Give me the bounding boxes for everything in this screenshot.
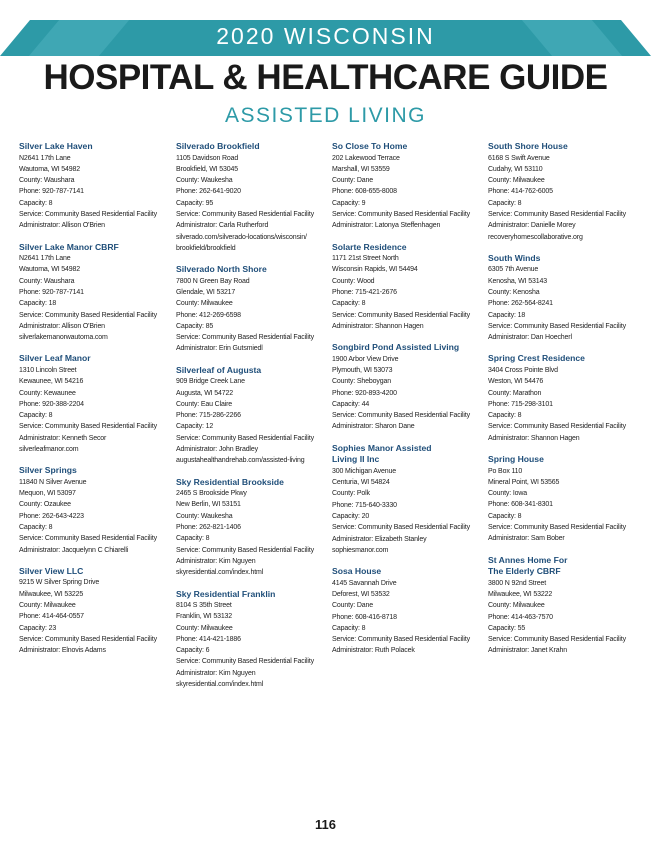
facility-detail: Phone: 920-787-7141 (19, 288, 84, 296)
facility-entry (176, 264, 324, 355)
facility-detail: Milwaukee, WI 53222 (488, 590, 553, 598)
facility-detail: Capacity: 44 (332, 400, 370, 408)
facility-detail: Wautoma, WI 54982 (19, 165, 80, 173)
facility-detail: County: Waukesha (176, 177, 233, 185)
facility-detail: Augusta, WI 54722 (176, 389, 233, 397)
facility-detail: Service: Community Based Residential Facility (332, 636, 470, 644)
facility-detail: Cudahy, WI 53110 (488, 165, 543, 173)
facility-detail: County: Iowa (488, 490, 528, 498)
facility-detail: Phone: 262-643-4223 (19, 512, 84, 520)
facility-detail: Brookfield, WI 53045 (176, 165, 238, 173)
facility-detail: County: Wood (332, 277, 375, 285)
facility-entry (332, 566, 480, 657)
facility-detail: County: Ozaukee (19, 501, 71, 509)
facility-detail: County: Kenosha (488, 288, 540, 296)
facility-detail: Administrator: Jacquelynn C Chiarelli (19, 546, 129, 554)
facility-entry (488, 141, 636, 243)
facility-detail: Administrator: Kim Nguyen (176, 669, 256, 677)
facility-name: Silverleaf of Augusta (176, 364, 262, 375)
facility-name: Living II Inc (332, 454, 380, 465)
facility-detail: Phone: 920-893-4200 (332, 389, 397, 397)
facility-website: skyresidential.com/index.html (176, 569, 264, 577)
facility-detail: 4145 Savannah Drive (332, 579, 397, 587)
facility-detail: County: Dane (332, 177, 374, 185)
facility-detail: Service: Community Based Residential Facility (19, 535, 157, 543)
facility-detail: Service: Community Based Residential Facility (332, 412, 470, 420)
facility-website: augustahealthandrehab.com/assisted-living (176, 457, 305, 465)
page-title: HOSPITAL & HEALTHCARE GUIDE (43, 58, 608, 97)
facility-detail: Service: Community Based Residential Facility (19, 311, 157, 319)
facility-detail: Phone: 608-655-8008 (332, 188, 397, 196)
facility-detail: 6305 7th Avenue (488, 266, 539, 274)
facility-name: Sky Residential Franklin (176, 588, 276, 599)
banner-text: 2020 WISCONSIN (216, 23, 435, 49)
facility-detail: Administrator: John Bradley (176, 446, 258, 454)
facility-detail: 9215 W Silver Spring Drive (19, 579, 100, 587)
facility-name: South Winds (488, 252, 541, 263)
facility-detail: Capacity: 12 (176, 423, 214, 431)
facility-detail: Kewaunee, WI 54216 (19, 378, 84, 386)
facility-entry (19, 242, 167, 344)
facility-detail: Service: Community Based Residential Facility (488, 210, 626, 218)
facility-entry (488, 253, 636, 344)
listing-column-3 (332, 141, 480, 667)
facility-detail: Phone: 414-463-7570 (488, 613, 553, 621)
facility-name: Spring Crest Residence (488, 353, 585, 364)
facility-detail: Service: Community Based Residential Facility (332, 210, 470, 218)
facility-detail: Plymouth, WI 53073 (332, 366, 393, 374)
facility-name: Silver Lake Manor CBRF (19, 241, 119, 252)
facility-detail: Service: Community Based Residential Facility (176, 658, 314, 666)
facility-entry (332, 342, 480, 433)
facility-detail: Administrator: Ruth Polacek (332, 647, 415, 655)
facility-name: Silver Lake Haven (19, 141, 93, 151)
facility-detail: Administrator: Erin Gutsmiedl (176, 345, 263, 353)
listing-column-4 (488, 141, 636, 667)
facility-detail: Mequon, WI 53097 (19, 490, 76, 498)
listing-column-1 (19, 141, 167, 666)
facility-detail: brookfield/brookfield (176, 244, 236, 252)
facility-detail: Administrator: Sharon Dane (332, 423, 415, 431)
facility-detail: 11840 N Silver Avenue (19, 478, 87, 486)
facility-detail: Capacity: 8 (488, 512, 522, 520)
facility-detail: County: Milwaukee (19, 602, 76, 609)
facility-detail: Service: Community Based Residential Facility (488, 423, 626, 431)
facility-detail: County: Milwaukee (488, 177, 545, 185)
facility-detail: Marshall, WI 53559 (332, 165, 390, 173)
facility-detail: Phone: 414-762-6005 (488, 188, 553, 196)
facility-entry (19, 465, 167, 556)
facility-detail: Capacity: 85 (176, 322, 214, 330)
facility-detail: Po Box 110 (488, 467, 523, 475)
facility-detail: Phone: 262-564-8241 (488, 300, 553, 308)
facility-detail: Phone: 920-787-7141 (19, 188, 84, 196)
facility-detail: 202 Lakewood Terrace (332, 154, 400, 162)
facility-detail: Milwaukee, WI 53225 (19, 590, 84, 598)
facility-website: recoveryhomescollaborative.org (488, 233, 583, 241)
facility-entry (176, 589, 324, 691)
facility-detail: County: Kewaunee (19, 389, 76, 397)
facility-detail: Administrator: Allison O'Brien (19, 222, 105, 230)
listing-column-2 (176, 141, 324, 700)
facility-detail: Phone: 412-269-6598 (176, 311, 241, 319)
facility-detail: Service: Community Based Residential Facility (176, 434, 314, 442)
facility-name: St Annes Home For (488, 554, 568, 565)
facility-website: sophiesmanor.com (332, 546, 389, 554)
facility-detail: County: Milwaukee (488, 602, 545, 610)
facility-entry (176, 477, 324, 579)
facility-detail: Capacity: 8 (19, 524, 53, 532)
facility-detail: 1310 Lincoln Street (19, 366, 77, 374)
facility-detail: Phone: 715-286-2266 (176, 412, 241, 420)
facility-entry (488, 353, 636, 444)
facility-detail: County: Polk (332, 490, 370, 498)
facility-detail: New Berlin, WI 53151 (176, 501, 241, 509)
facility-detail: Capacity: 8 (19, 412, 53, 420)
facility-name: South Shore House (488, 141, 568, 151)
facility-detail: County: Dane (332, 602, 374, 610)
facility-entry (332, 443, 480, 556)
facility-detail: Service: Community Based Residential Facility (332, 311, 470, 319)
facility-detail: 300 Michigan Avenue (332, 467, 396, 475)
facility-detail: Capacity: 6 (176, 647, 210, 655)
facility-detail: Centuria, WI 54824 (332, 479, 390, 487)
facility-name: Silver Leaf Manor (19, 353, 91, 364)
facility-detail: Capacity: 8 (19, 199, 53, 207)
facility-detail: Capacity: 18 (19, 300, 57, 308)
facility-detail: Administrator: Janet Krahn (488, 647, 567, 655)
facility-detail: Phone: 608-416-8718 (332, 613, 397, 621)
facility-detail: Capacity: 18 (488, 311, 526, 319)
facility-detail: Weston, WI 54476 (488, 378, 544, 386)
facility-detail: Administrator: Allison O'Brien (19, 322, 105, 330)
facility-detail: Administrator: Shannon Hagen (488, 434, 580, 442)
facility-entry (332, 242, 480, 333)
facility-detail: Capacity: 8 (332, 300, 366, 308)
facility-detail: 3404 Cross Pointe Blvd (488, 366, 558, 374)
facility-detail: Kenosha, WI 53143 (488, 277, 547, 285)
facility-detail: County: Waushara (19, 277, 75, 285)
facility-entry (488, 555, 636, 657)
facility-detail: 1900 Arbor View Drive (332, 355, 399, 363)
facility-detail: Service: Community Based Residential Facility (19, 635, 157, 643)
facility-detail: Wisconsin Rapids, WI 54494 (332, 266, 418, 274)
facility-detail: Phone: 262-641-9020 (176, 188, 241, 196)
section-title: ASSISTED LIVING (224, 104, 427, 127)
facility-detail: Service: Community Based Residential Facility (488, 524, 626, 532)
facility-name: Silverado North Shore (176, 264, 267, 275)
facility-detail: 3800 N 92nd Street (488, 579, 547, 587)
facility-detail: County: Milwaukee (176, 300, 233, 308)
facility-detail: Capacity: 95 (176, 199, 214, 207)
facility-detail: Service: Community Based Residential Facility (19, 423, 157, 431)
facility-name: Songbird Pond Assisted Living (332, 342, 460, 353)
facility-detail: Wautoma, WI 54982 (19, 266, 80, 274)
facility-detail: Capacity: 8 (176, 535, 210, 543)
facility-detail: Phone: 414-464-0557 (19, 613, 84, 621)
facility-name: Silver View LLC (19, 565, 84, 576)
facility-detail: County: Milwaukee (176, 624, 233, 632)
facility-name: Silver Springs (19, 465, 77, 476)
facility-detail: Phone: 608-341-8301 (488, 501, 553, 509)
facility-website: skyresidential.com/index.html (176, 681, 264, 689)
facility-name: Sky Residential Brookside (176, 476, 284, 487)
facility-detail: Administrator: Shannon Hagen (332, 322, 424, 330)
page-number: 116 (315, 817, 336, 832)
facility-detail: Glendale, WI 53217 (176, 288, 236, 296)
facility-detail: Phone: 715-421-2676 (332, 288, 397, 296)
facility-detail: Administrator: Danielle Morey (488, 222, 576, 230)
facility-name: The Elderly CBRF (488, 566, 561, 577)
facility-detail: County: Sheboygan (332, 378, 391, 386)
facility-detail: County: Waushara (19, 177, 75, 185)
facility-entry (176, 365, 324, 467)
facility-detail: Mineral Point, WI 53565 (488, 478, 560, 486)
facility-website: silverlakemanorwautoma.com (19, 334, 108, 342)
facility-detail: Service: Community Based Residential Facility (332, 524, 470, 532)
facility-detail: Administrator: Sam Bober (488, 535, 565, 543)
facility-detail: County: Waukesha (176, 512, 233, 520)
facility-detail: Service: Community Based Residential Facility (19, 210, 157, 218)
facility-detail: Capacity: 8 (332, 624, 366, 632)
facility-detail: Administrator: Kim Nguyen (176, 557, 256, 565)
facility-detail: 7800 N Green Bay Road (176, 277, 250, 285)
facility-detail: Administrator: Carla Rutherford (176, 222, 269, 230)
facility-detail: Service: Community Based Residential Facility (488, 322, 626, 330)
facility-detail: Administrator: Elnovis Adams (19, 647, 106, 655)
facility-detail: Capacity: 23 (19, 624, 57, 632)
facility-detail: Administrator: Latonya Steffenhagen (332, 222, 441, 230)
facility-detail: Administrator: Dan Hoecherl (488, 334, 572, 342)
facility-detail: Service: Community Based Residential Facility (176, 210, 314, 218)
facility-name: Silverado Brookfield (176, 141, 260, 151)
facility-detail: Service: Community Based Residential Facility (488, 636, 626, 644)
facility-detail: N2641 17th Lane (19, 154, 71, 162)
facility-entry (19, 353, 167, 455)
facility-detail: N2641 17th Lane (19, 255, 71, 263)
facility-detail: 1105 Davidson Road (176, 154, 239, 162)
facility-detail: Administrator: Kenneth Secor (19, 434, 107, 442)
facility-name: Solarte Residence (332, 241, 407, 252)
facility-detail: Capacity: 20 (332, 512, 370, 520)
facility-detail: 8104 S 35th Street (176, 602, 232, 609)
facility-detail: Administrator: Elizabeth Stanley (332, 535, 427, 543)
facility-detail: County: Marathon (488, 389, 542, 397)
facility-detail: 909 Bridge Creek Lane (176, 378, 245, 386)
facility-website: silverleafmanor.com (19, 446, 79, 454)
facility-detail: 1171 21st Street North (332, 255, 399, 263)
facility-entry (488, 454, 636, 545)
facility-detail: Capacity: 8 (488, 412, 522, 420)
facility-entry (19, 141, 167, 232)
facility-website: silverado.com/silverado-locations/wisconsin/ (176, 233, 307, 241)
facility-entry (19, 566, 167, 657)
facility-detail: Phone: 920-388-2204 (19, 400, 84, 408)
facility-detail: Phone: 262-821-1406 (176, 524, 241, 532)
facility-detail: Service: Community Based Residential Facility (176, 334, 314, 342)
facility-name: So Close To Home (332, 141, 408, 151)
facility-detail: 2465 S Brookside Pkwy (176, 490, 247, 498)
facility-detail: Phone: 715-640-3330 (332, 501, 397, 509)
facility-detail: Phone: 715-298-3101 (488, 400, 553, 408)
facility-detail: Franklin, WI 53132 (176, 613, 233, 621)
facility-detail: Service: Community Based Residential Facility (176, 546, 314, 554)
facility-entry (176, 141, 324, 254)
facility-detail: Phone: 414-421-1886 (176, 635, 241, 643)
facility-entry (332, 141, 480, 232)
facility-name: Sosa House (332, 566, 382, 577)
facility-name: Spring House (488, 454, 544, 465)
facility-detail: County: Eau Claire (176, 400, 233, 408)
facility-name: Sophies Manor Assisted (332, 442, 432, 453)
facility-detail: Capacity: 55 (488, 624, 526, 632)
facility-detail: Capacity: 9 (332, 199, 366, 207)
facility-detail: 6168 S Swift Avenue (488, 154, 550, 162)
facility-detail: Deforest, WI 53532 (332, 590, 390, 598)
facility-detail: Capacity: 8 (488, 199, 522, 207)
